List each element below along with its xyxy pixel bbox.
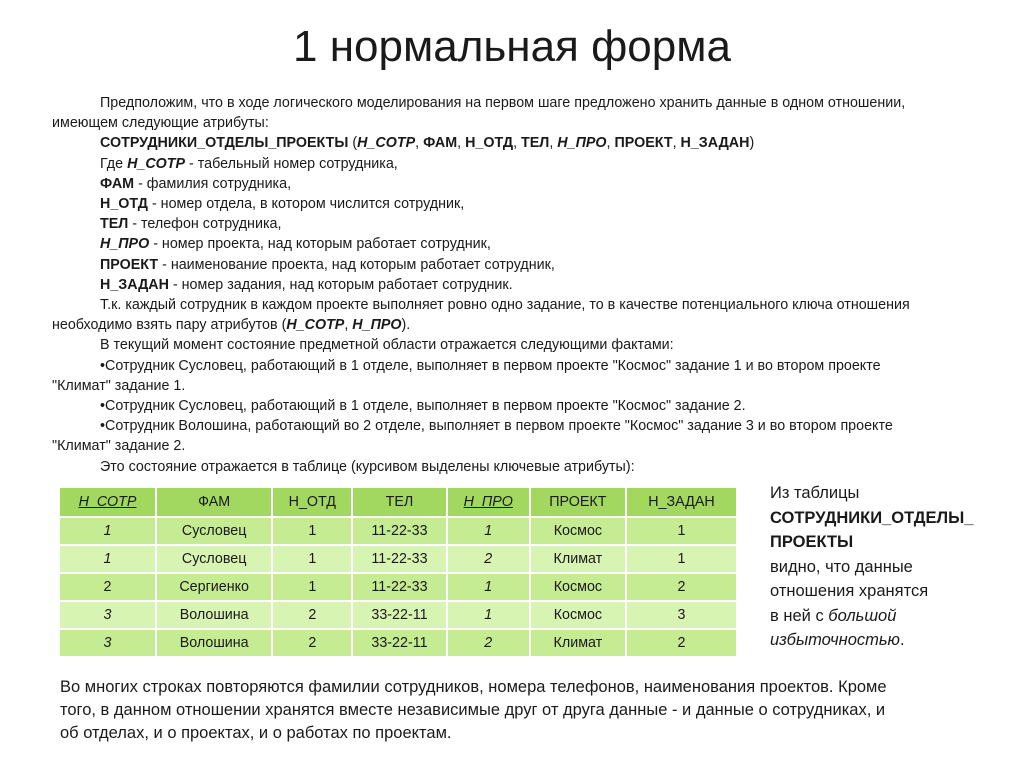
cell-n-pro: 1 — [447, 601, 530, 629]
cell-proekt: Космос — [530, 573, 626, 601]
sep: , — [415, 135, 424, 152]
conclusion-line: Во многих строках повторяются фамилии сотрудников, номера телефонов, наименования проектов. Кроме — [60, 678, 887, 696]
col-header-n-pro: Н_ПРО — [447, 487, 530, 517]
paren-close: ) — [749, 135, 755, 152]
def-desc: - наименование проекта, над которым работает сотрудник, — [158, 256, 555, 273]
relation-definition — [52, 133, 992, 153]
def-n-pro — [52, 234, 992, 254]
side-note-emphasis: большой — [828, 606, 897, 625]
fact-3-line-1: •Сотрудник Волошина, работающий во 2 отделе, выполняет в первом проекте "Космос" задание 3 и во втором проекте — [100, 418, 893, 435]
def-term: ФАМ — [100, 175, 135, 192]
cell-tel: 11-22-33 — [352, 573, 446, 601]
cell-tel: 33-22-11 — [352, 601, 446, 629]
side-note-line: видно, что данные — [770, 557, 913, 576]
cell-n-zadan: 2 — [626, 573, 737, 601]
cell-n-pro: 2 — [447, 545, 530, 573]
def-term: ПРОЕКТ — [100, 256, 159, 273]
intro-line-1: Предположим, что в ходе логического моделирования на первом шаге предложено хранить данные в одном отношении, — [100, 95, 906, 111]
cell-n-zadan: 1 — [626, 517, 737, 545]
fact-1-line-2: "Климат" задание 1. — [52, 377, 186, 394]
cell-n-pro: 1 — [447, 517, 530, 545]
intro-line-2: имеющем следующие атрибуты: — [52, 115, 269, 132]
def-term: ТЕЛ — [100, 216, 129, 233]
attr-n-zadan: Н_ЗАДАН — [680, 135, 750, 152]
cell-n-sotr: 3 — [59, 629, 156, 657]
fact-3-line-2: "Климат" задание 2. — [52, 438, 186, 455]
attr-n-otd: Н_ОТД — [465, 135, 514, 152]
table-row — [59, 601, 737, 629]
cell-n-otd: 2 — [272, 601, 352, 629]
col-header-n-sotr: Н_СОТР — [59, 487, 156, 517]
table-row — [59, 573, 737, 601]
table-row — [59, 517, 737, 545]
def-fam — [52, 174, 992, 194]
side-note-text: . — [899, 631, 905, 649]
side-note-emphasis: избыточностью — [770, 631, 900, 649]
cell-n-zadan: 1 — [626, 545, 737, 573]
key-attr: Н_СОТР — [286, 317, 345, 334]
cell-n-pro: 2 — [447, 629, 530, 657]
conclusion-text — [60, 676, 990, 745]
side-note-relation-name: ПРОЕКТЫ — [770, 533, 854, 551]
conclusion-line: того, в данном отношении хранятся вместе независимые друг от друга данные - и данные о сотрудниках, и — [60, 701, 886, 719]
cell-n-sotr: 3 — [59, 601, 156, 629]
where-label: Где — [100, 155, 128, 172]
cell-fam: Сусловец — [156, 517, 272, 545]
def-desc: - фамилия сотрудника, — [134, 175, 292, 192]
def-n-zadan — [52, 275, 992, 295]
data-table-container — [58, 486, 738, 658]
table-row — [59, 629, 737, 657]
cell-n-zadan: 2 — [626, 629, 737, 657]
cell-n-otd: 1 — [272, 573, 352, 601]
def-term: Н_ОТД — [100, 196, 148, 213]
fact-2-line-1: •Сотрудник Сусловец, работающий в 1 отделе, выполняет в первом проекте "Космос" задание 2. — [100, 398, 746, 415]
key-note-line-2 — [52, 315, 992, 335]
attr-fam: ФАМ — [423, 135, 458, 152]
def-desc: - номер проекта, над которым работает сотрудник, — [149, 236, 491, 253]
side-note-line: Из таблицы — [770, 484, 860, 502]
side-note-relation-name: СОТРУДНИКИ_ОТДЕЛЫ_ — [770, 508, 974, 527]
attr-proekt: ПРОЕКТ — [614, 135, 673, 152]
sep: , — [606, 135, 615, 152]
side-note-text: в ней с — [770, 606, 829, 625]
side-note-line — [770, 604, 1000, 629]
table-intro: Это состояние отражается в таблице (курсивом выделены ключевые атрибуты): — [100, 458, 635, 475]
paren-open: ( — [348, 135, 358, 152]
def-term: Н_СОТР — [127, 155, 186, 172]
slide-body — [52, 93, 992, 477]
conclusion-line: об отделах, и о проектах, и о работах по проектам. — [60, 724, 452, 742]
cell-n-otd: 2 — [272, 629, 352, 657]
cell-n-sotr: 2 — [59, 573, 156, 601]
key-attr: Н_ПРО — [352, 317, 402, 334]
sep: , — [549, 135, 558, 152]
cell-fam: Волошина — [156, 601, 272, 629]
col-header-fam: ФАМ — [156, 487, 272, 517]
cell-n-otd: 1 — [272, 545, 352, 573]
def-desc: - табельный номер сотрудника, — [185, 155, 398, 172]
side-note-line — [770, 628, 1000, 653]
def-proekt — [52, 255, 992, 275]
table-header-row — [59, 487, 737, 517]
attr-n-sotr: Н_СОТР — [357, 135, 416, 152]
cell-n-otd: 1 — [272, 517, 352, 545]
cell-tel: 33-22-11 — [352, 629, 446, 657]
side-note — [770, 481, 1000, 653]
cell-fam: Сусловец — [156, 545, 272, 573]
cell-n-sotr: 1 — [59, 517, 156, 545]
table-row — [59, 545, 737, 573]
cell-proekt: Климат — [530, 545, 626, 573]
cell-proekt: Космос — [530, 601, 626, 629]
page-title: 1 нормальная форма — [293, 22, 731, 71]
def-desc: - телефон сотрудника, — [128, 216, 282, 233]
def-tel — [52, 214, 992, 234]
col-header-tel: ТЕЛ — [352, 487, 446, 517]
attr-n-pro: Н_ПРО — [557, 135, 607, 152]
def-desc: - номер задания, над которым работает сотрудник. — [168, 276, 513, 293]
sep: , — [672, 135, 681, 152]
key-note-line-1: Т.к. каждый сотрудник в каждом проекте выполняет ровно одно задание, то в качестве потенциального ключа отношения — [100, 297, 910, 314]
cell-proekt: Климат — [530, 629, 626, 657]
sep: , — [513, 135, 522, 152]
facts-intro: В текущий момент состояние предметной области отражается следующими фактами: — [100, 337, 674, 354]
def-desc: - номер отдела, в котором числится сотрудник, — [147, 196, 465, 213]
cell-fam: Сергиенко — [156, 573, 272, 601]
cell-fam: Волошина — [156, 629, 272, 657]
def-term: Н_ЗАДАН — [100, 276, 169, 293]
side-note-line: отношения хранятся — [770, 582, 929, 600]
cell-n-zadan: 3 — [626, 601, 737, 629]
cell-n-sotr: 1 — [59, 545, 156, 573]
cell-n-pro: 1 — [447, 573, 530, 601]
cell-tel: 11-22-33 — [352, 545, 446, 573]
def-n-sotr — [52, 154, 992, 174]
data-table — [58, 486, 738, 658]
fact-1-line-1: •Сотрудник Сусловец, работающий в 1 отделе, выполняет в первом проекте "Космос" задание 1 и во втором проекте — [100, 357, 881, 374]
relation-name: СОТРУДНИКИ_ОТДЕЛЫ_ПРОЕКТЫ — [100, 135, 349, 152]
cell-proekt: Космос — [530, 517, 626, 545]
key-note-text: необходимо взять пару атрибутов ( — [52, 317, 287, 334]
col-header-proekt: ПРОЕКТ — [530, 487, 626, 517]
sep: , — [344, 317, 353, 334]
def-n-otd — [52, 194, 992, 214]
col-header-n-otd: Н_ОТД — [272, 487, 352, 517]
cell-tel: 11-22-33 — [352, 517, 446, 545]
key-note-text: ). — [401, 317, 411, 334]
attr-tel: ТЕЛ — [521, 135, 550, 152]
col-header-n-zadan: Н_ЗАДАН — [626, 487, 737, 517]
def-term: Н_ПРО — [100, 236, 150, 253]
sep: , — [457, 135, 466, 152]
